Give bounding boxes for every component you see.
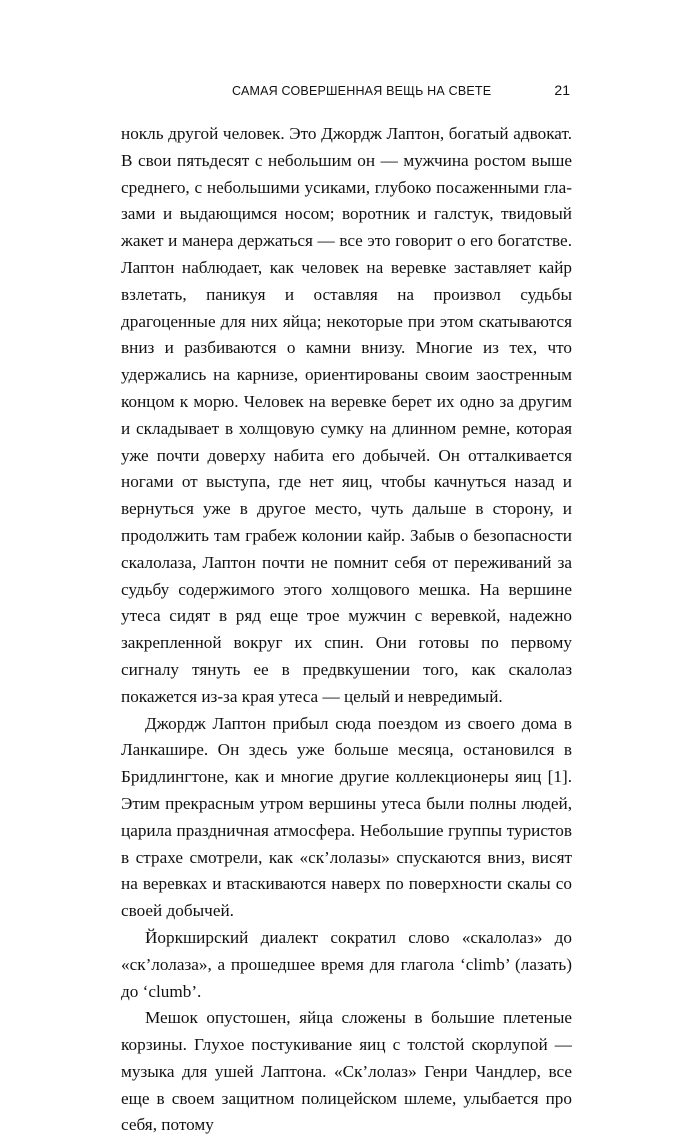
running-title: САМАЯ СОВЕРШЕННАЯ ВЕЩЬ НА СВЕТЕ bbox=[232, 84, 492, 98]
paragraph: Мешок опустошен, яйца сложены в большие плетеные корзины. Глухое постукивание яиц с толстой скорлупой — музыка для ушей Лаптона. «Ск’лолаз» Генри Чандлер, все еще в своем защитном полицейском шлеме, улыбается про себя, потому bbox=[121, 1008, 572, 1135]
paragraph: Йоркширский диалект сократил слово «скалолаз» до «ск’лолаза», а прошедшее время для глагола ‘climb’ (лазать) до ‘clumb’. bbox=[121, 927, 572, 1001]
paragraph: Джордж Лаптон прибыл сюда поездом из своего дома в Ланкашире. Он здесь уже больше месяца, остановился в Бридлингтоне, как и многие другие коллекционеры яиц [1]. Этим прекрасным утром вершины утеса были полны людей, царила праздничная атмосфера. Небольшие группы туристов в страхе смотрели, как «ск’лолазы» спускаются вниз, висят на веревках и втаскиваются наверх по поверхности скалы со своей добычей. bbox=[121, 713, 572, 921]
paragraph: нокль другой человек. Это Джордж Лаптон, богатый адвокат. В свои пятьдесят с небольшим он — мужчина ростом выше среднего, с небольшими усиками, глубоко посаженными глазами и выдающимся носом; воротник и галстук, твидовый жакет и манера держаться — все это говорит о его богатстве. Лаптон наблюдает, как человек на веревке заставляет кайр взлетать, паникуя и оставляя на произвол судьбы драгоценные для них яйца; некоторые при этом скатываются вниз и разбиваются о камни внизу. Многие из тех, что удержались на карнизе, ориентированы своим заостренным концом к морю. Человек на веревке берет их одно за другим и складывает в холщовую сумку на длинном ремне, которая уже почти доверху набита его добычей. Он отталкивается ногами от выступа, где нет яиц, чтобы качнуться назад и вернуться уже в другое место, чуть дальше в сторону, и продолжить там грабеж колонии кайр. Забыв о безопасности скалолаза, Лаптон почти не помнит себя от переживаний за судьбу содержимого этого холщового мешка. На вершине утеса сидят в ряд еще трое мужчин с веревкой, надежно закрепленной вокруг их спин. Они готовы по первому сигналу тянуть ее в предвкушении того, как скалолаз покажется из-за края утеса — целый и невредимый. bbox=[121, 124, 572, 706]
page-number: 21 bbox=[554, 82, 570, 98]
text-body bbox=[121, 121, 572, 1139]
